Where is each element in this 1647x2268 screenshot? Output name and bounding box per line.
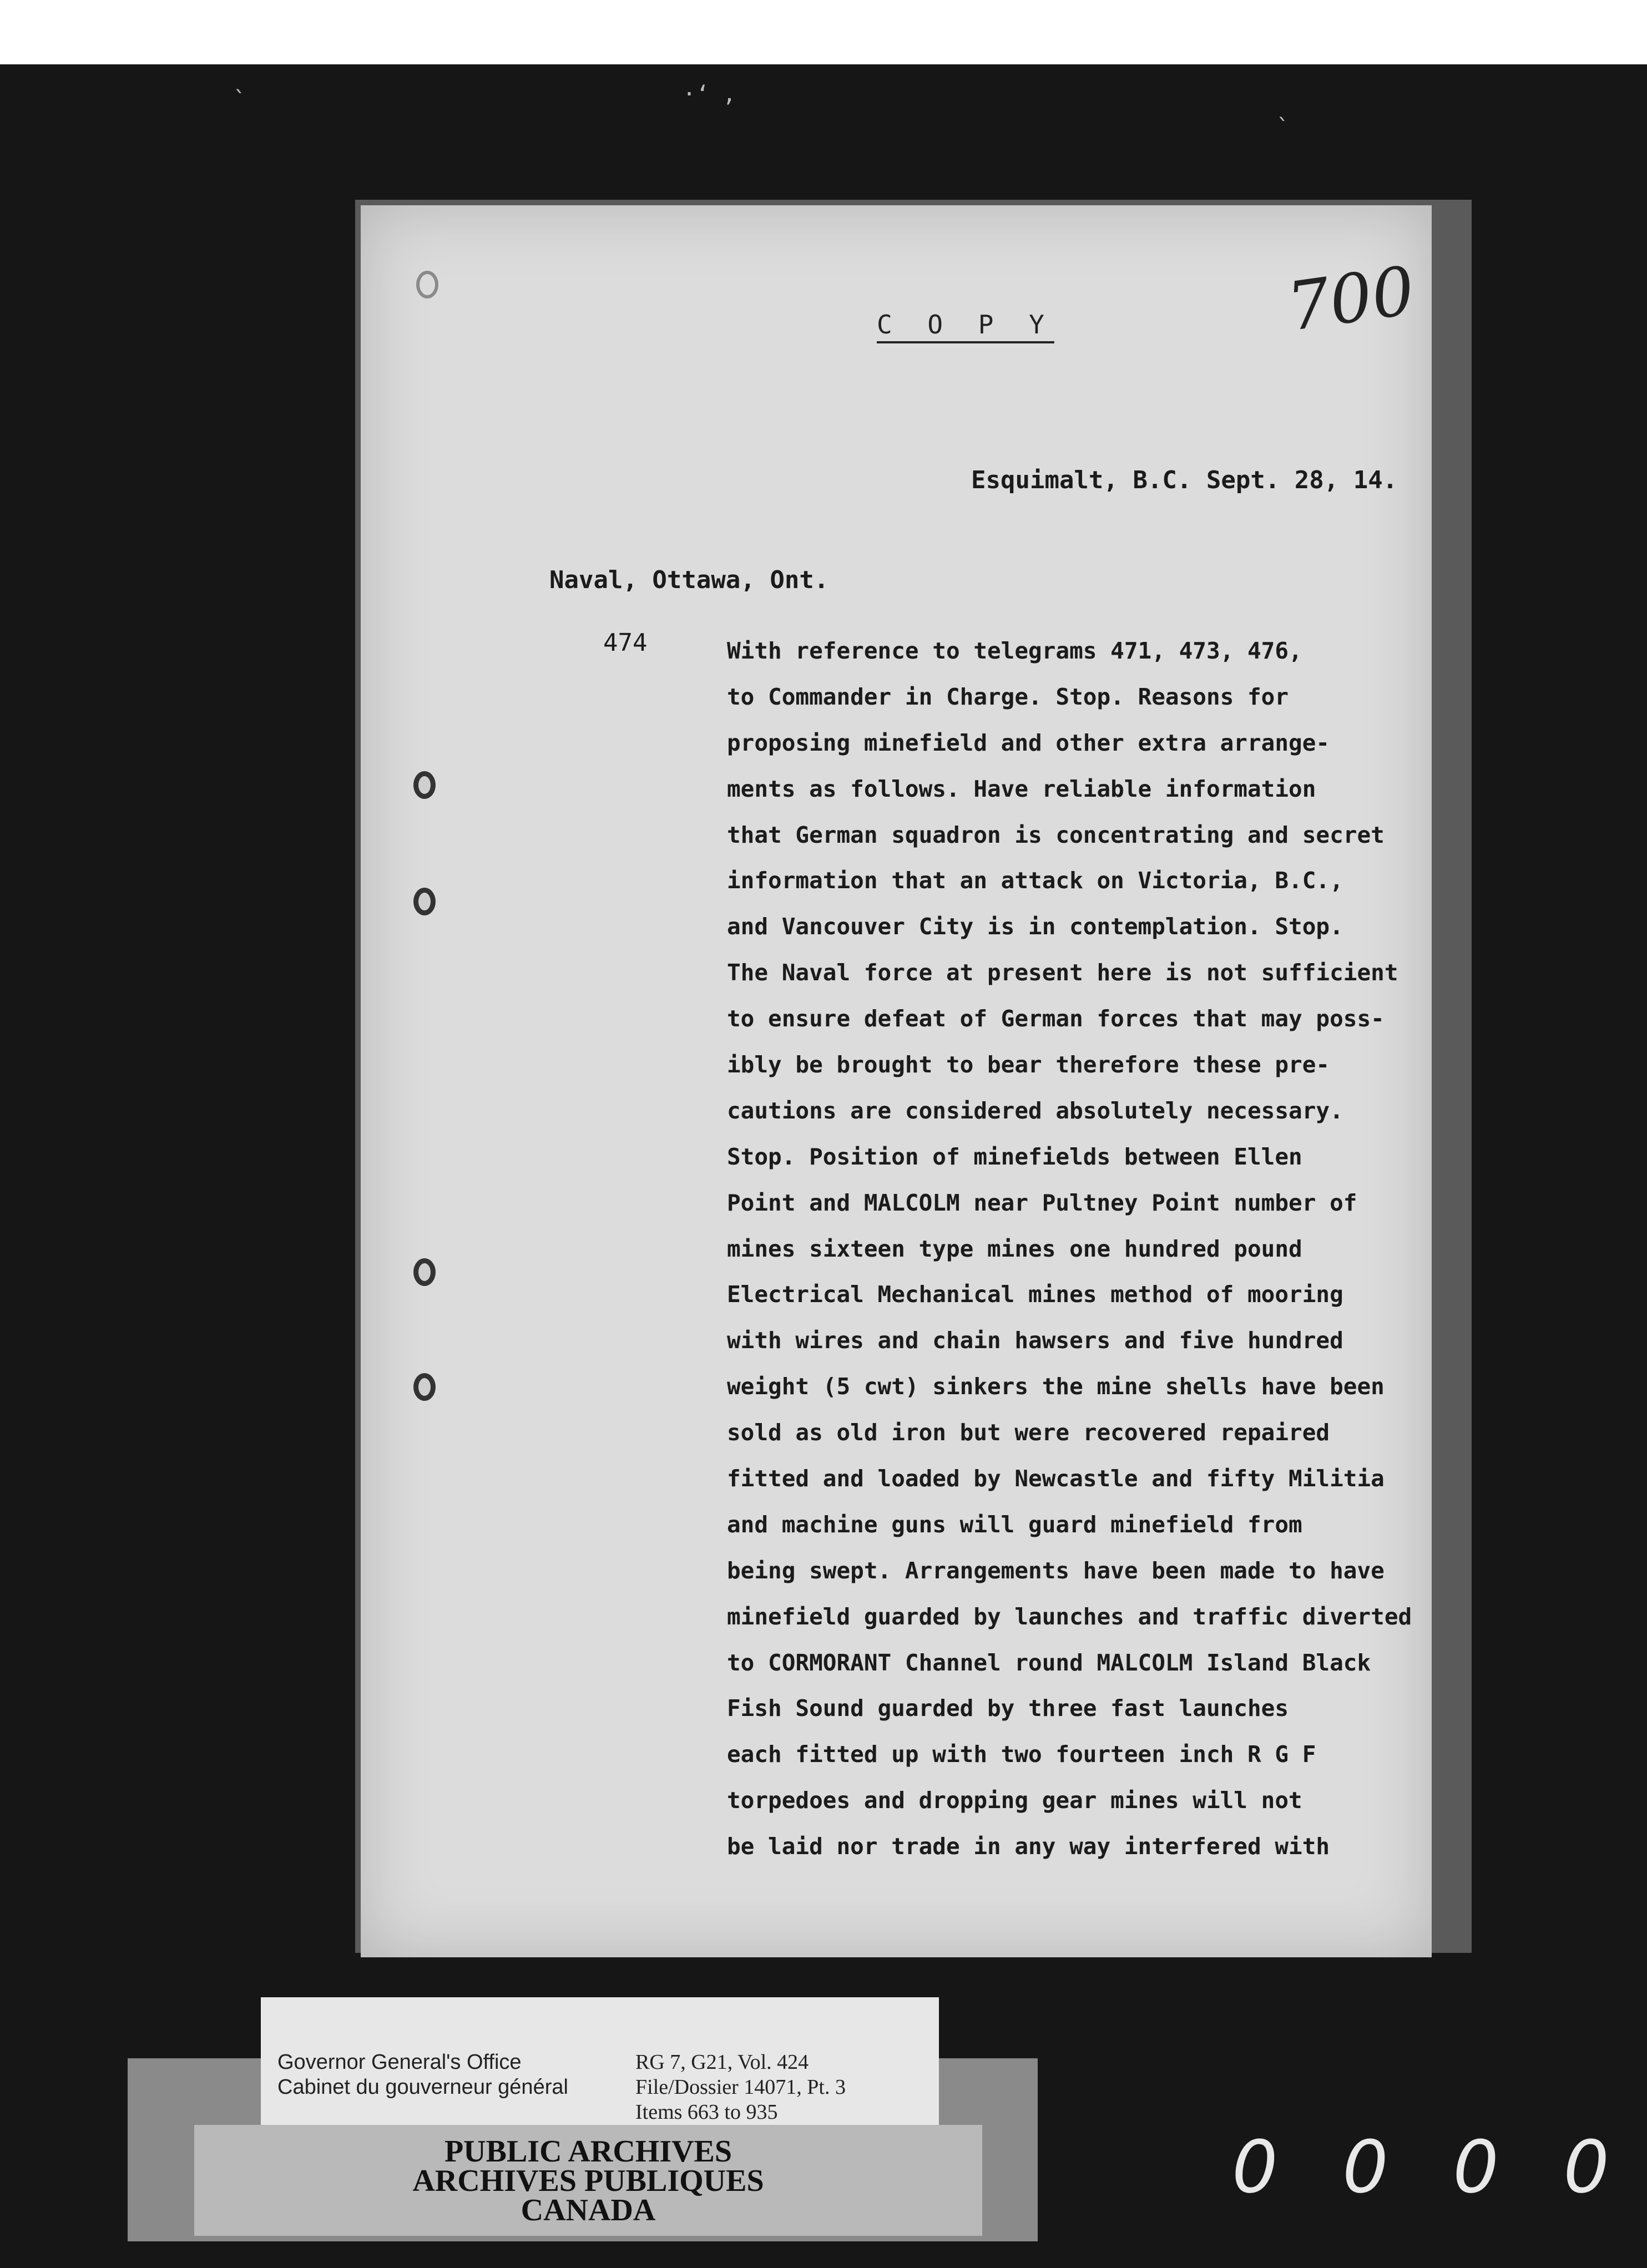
body-line: sold as old iron but were recovered repaired <box>727 1419 1330 1446</box>
body-line: torpedoes and dropping gear mines will not <box>727 1787 1302 1814</box>
body-line: being swept. Arrangements have been made to have <box>727 1557 1385 1584</box>
body-line: cautions are considered absolutely necessary. <box>727 1097 1343 1124</box>
punch-hole-icon <box>413 1258 436 1286</box>
body-line: Electrical Mechanical mines method of mooring <box>727 1281 1343 1308</box>
copy-heading: C O P Y <box>877 310 1054 340</box>
body-line: weight (5 cwt) sinkers the mine shells have been <box>727 1373 1385 1400</box>
body-line: mines sixteen type mines one hundred pound <box>727 1235 1302 1262</box>
office-french: Cabinet du gouverneur général <box>277 2075 568 2099</box>
body-line: The Naval force at present here is not sufficient <box>727 959 1398 986</box>
body-line: to Commander in Charge. Stop. Reasons for <box>727 683 1289 710</box>
film-speck: ·‘ , <box>683 82 736 107</box>
body-line: each fitted up with two fourteen inch R G F <box>727 1741 1316 1768</box>
body-line: be laid nor trade in any way interfered with <box>727 1833 1330 1860</box>
film-speck: ` <box>1276 115 1290 140</box>
body-line: Stop. Position of minefields between Ellen <box>727 1143 1302 1170</box>
archive-stamp <box>366 2134 810 2228</box>
punch-hole-icon <box>413 771 436 799</box>
body-line: ibly be brought to bear therefore these pre- <box>727 1051 1330 1079</box>
body-line: Point and MALCOLM near Pultney Point number of <box>727 1189 1357 1216</box>
body-line: With reference to telegrams 471, 473, 476, <box>727 637 1302 664</box>
office-english: Governor General's Office <box>277 2051 522 2074</box>
body-line: and machine guns will guard minefield from <box>727 1511 1302 1538</box>
body-line: to ensure defeat of German forces that may poss- <box>727 1005 1385 1032</box>
folio-number: 700 <box>1282 252 1419 347</box>
record-group: RG 7, G21, Vol. 424 <box>635 2051 809 2074</box>
item-range: Items 663 to 935 <box>635 2100 778 2124</box>
addressee: Naval, Ottawa, Ont. <box>549 566 829 594</box>
archive-stamp-line: CANADA <box>521 2193 656 2228</box>
punch-hole-icon <box>416 271 438 298</box>
body-line: to CORMORANT Channel round MALCOLM Island Black <box>727 1649 1371 1676</box>
message-number: 474 <box>603 629 648 657</box>
body-line: information that an attack on Victoria, B.C., <box>727 867 1343 894</box>
film-speck: ` <box>233 87 247 113</box>
telegram-body <box>727 628 1426 1870</box>
body-line: that German squadron is concentrating and secret <box>727 821 1385 848</box>
punch-hole-icon <box>413 888 436 915</box>
punch-hole-icon <box>413 1373 436 1401</box>
body-line: with wires and chain hawsers and five hundred <box>727 1327 1343 1354</box>
document-page <box>361 205 1432 1957</box>
archive-office <box>277 2050 568 2100</box>
frame-digit: 0 <box>1563 2125 1609 2209</box>
body-line: ments as follows. Have reliable information <box>727 775 1316 802</box>
body-line: minefield guarded by launches and traffic diverted <box>727 1603 1412 1630</box>
archive-stamp-line: PUBLIC ARCHIVES <box>444 2134 732 2169</box>
place-date: Esquimalt, B.C. Sept. 28, 14. <box>971 466 1398 494</box>
body-line: fitted and loaded by Newcastle and fifty Militia <box>727 1465 1385 1492</box>
frame-number <box>1232 2125 1609 2209</box>
body-line: Fish Sound guarded by three fast launches <box>727 1695 1289 1722</box>
file-number: File/Dossier 14071, Pt. 3 <box>635 2075 846 2099</box>
body-line: and Vancouver City is in contemplation. Stop. <box>727 913 1343 940</box>
archive-reference <box>635 2050 846 2124</box>
body-line: proposing minefield and other extra arrange- <box>727 729 1330 756</box>
frame-digit: 0 <box>1453 2125 1499 2209</box>
frame-digit: 0 <box>1232 2125 1278 2209</box>
archive-stamp-line: ARCHIVES PUBLIQUES <box>412 2164 764 2199</box>
frame-digit: 0 <box>1342 2125 1388 2209</box>
